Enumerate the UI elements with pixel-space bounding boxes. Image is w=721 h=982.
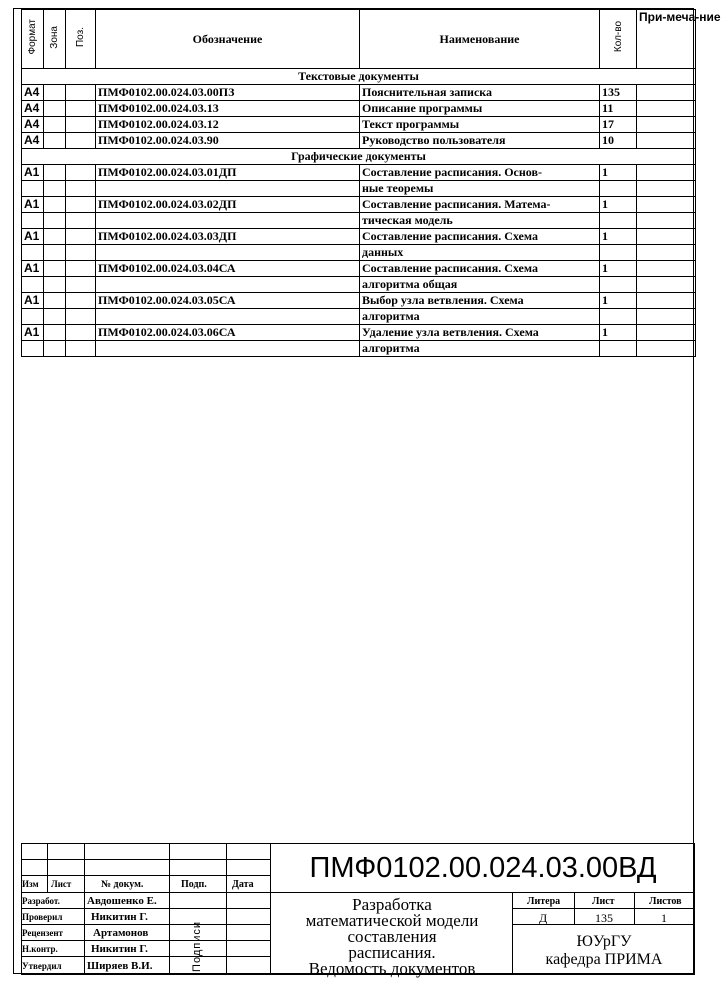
signatures-label: Подписи: [191, 921, 203, 972]
sheet-label: Лист: [592, 896, 615, 907]
col-designation-header: Обозначение: [96, 10, 360, 69]
stamp-col-docno: № докум.: [101, 879, 144, 890]
col-name-header: Наименование: [360, 10, 600, 69]
role-person: Авдошенко Е.: [87, 895, 157, 907]
col-zone-header: Зона: [44, 10, 66, 69]
drawing-frame: [13, 8, 721, 978]
litera-value: Д: [539, 911, 548, 925]
stamp-col-change: Изм: [22, 879, 39, 889]
table-row: А1 ПМФ0102.00.024.03.02ДП Составление расписания. Матема- 1: [22, 197, 696, 213]
table-row: А1 ПМФ0102.00.024.03.01ДП Составление расписания. Основ- 1: [22, 165, 696, 181]
document-code: ПМФ0102.00.024.03.00ВД: [309, 851, 657, 884]
table-row: А1 ПМФ0102.00.024.03.04СА Составление расписания. Схема 1: [22, 261, 696, 277]
document-title: Разработка математической модели составления расписания. Ведомость документов: [305, 895, 479, 978]
col-format-header: Формат: [22, 10, 44, 69]
table-row: алгоритма: [22, 309, 696, 325]
role-label: Утвердил: [22, 961, 62, 971]
table-row: данных: [22, 245, 696, 261]
role-label: Проверил: [22, 912, 63, 922]
organization: ЮУрГУ кафедра ПРИМА: [545, 933, 663, 968]
section-text-docs: Текстовые документы: [22, 69, 696, 85]
stamp-col-date: Дата: [232, 879, 254, 890]
col-pos-header: Поз.: [66, 10, 96, 69]
section-row: [22, 69, 696, 85]
litera-label: Литера: [527, 896, 561, 907]
table-row: тическая модель: [22, 213, 696, 229]
stamp-col-sheet: Лист: [51, 879, 72, 889]
role-label: Н.контр.: [22, 944, 58, 954]
section-graphic-docs: Графические документы: [22, 149, 696, 165]
table-row: А4 ПМФ0102.00.024.03.12 Текст программы 17: [22, 117, 696, 133]
table-row: А4 ПМФ0102.00.024.03.13 Описание программы 11: [22, 101, 696, 117]
col-qty-header: Кол-во: [600, 10, 637, 69]
sheets-value: 1: [661, 911, 667, 925]
role-label: Разработ.: [22, 896, 60, 906]
col-note-header: При-меча-ние: [637, 10, 696, 69]
sheets-label: Листов: [649, 896, 682, 907]
table-row: ные теоремы: [22, 181, 696, 197]
table-row: А1 ПМФ0102.00.024.03.03ДП Составление расписания. Схема 1: [22, 229, 696, 245]
table-row: А4 ПМФ0102.00.024.03.00ПЗ Пояснительная записка 135: [22, 85, 696, 101]
specification-table: [21, 9, 721, 357]
sheet-value: 135: [595, 911, 613, 925]
title-block: [21, 843, 695, 978]
table-row: А4 ПМФ0102.00.024.03.90 Руководство пользователя 10: [22, 133, 696, 149]
table-header-row: [22, 10, 696, 69]
role-person: Никитин Г.: [91, 911, 148, 923]
role-person: Артамонов: [93, 927, 149, 939]
role-label: Рецензент: [22, 928, 63, 938]
section-row: [22, 149, 696, 165]
table-row: А1 ПМФ0102.00.024.03.05СА Выбор узла ветвления. Схема 1: [22, 293, 696, 309]
stamp-col-sign: Подп.: [181, 879, 207, 890]
role-person: Никитин Г.: [91, 943, 148, 955]
role-person: Ширяев В.И.: [87, 960, 153, 972]
table-row: алгоритма общая: [22, 277, 696, 293]
table-row: алгоритма: [22, 341, 696, 357]
table-row: А1 ПМФ0102.00.024.03.06СА Удаление узла ветвления. Схема 1: [22, 325, 696, 341]
